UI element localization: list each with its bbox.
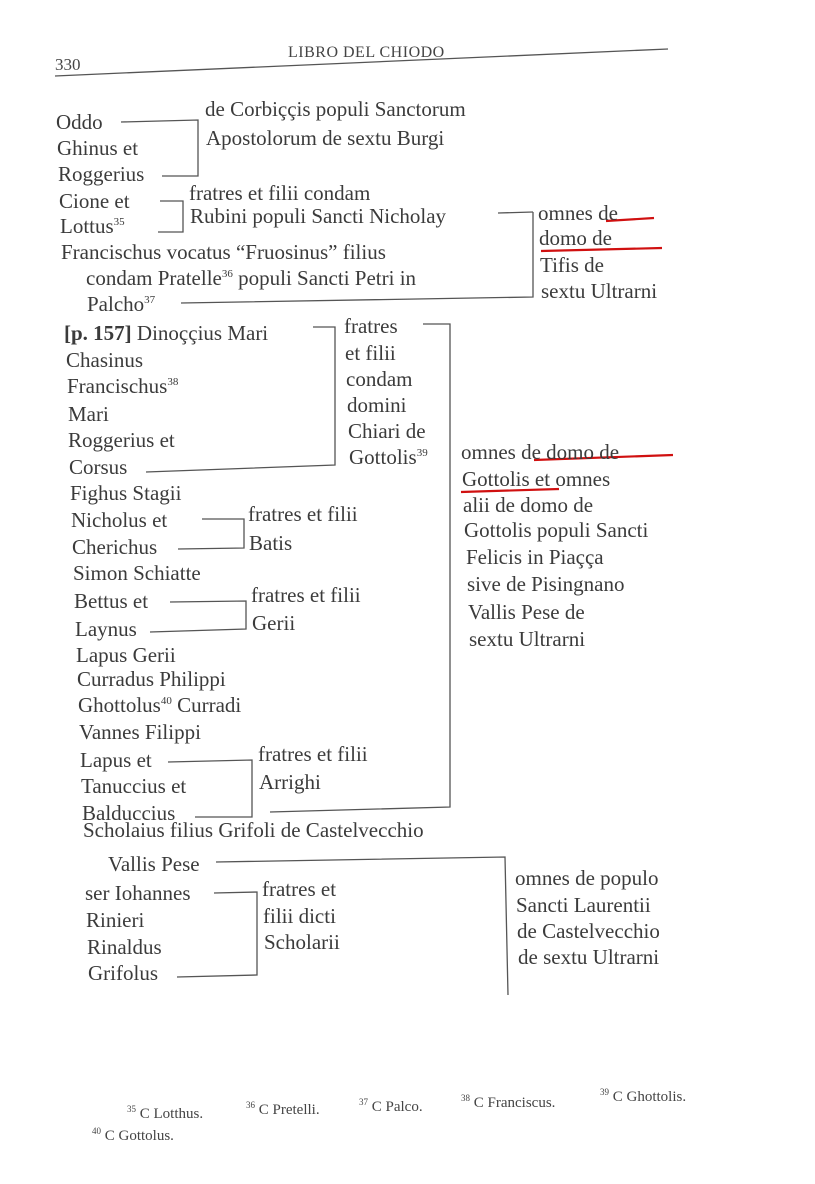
line-vallis-pese: Vallis Pese [108, 852, 200, 876]
name-lottus: Lottus$^{35}$ [60, 214, 125, 238]
name-oddo: Oddo [56, 110, 103, 134]
name-roggerius: Roggerius [58, 162, 145, 186]
desc-chiari-1: fratres [344, 314, 398, 338]
footnote-40: $^{40}$ C Gottolus. [92, 1126, 174, 1144]
page-number: 330 [55, 55, 81, 74]
desc-batis-1: fratres et filii [248, 502, 358, 526]
bracket-cione [158, 201, 183, 232]
name-cherichus: Cherichus [72, 535, 158, 559]
name-francischus: Francischus vocatus “Fruosinus” filius [61, 240, 386, 264]
desc-corbiccis-1: de Corbiççis populi Sanctorum [205, 97, 466, 121]
desc-gottolis-2: Gottolis et omnes [462, 467, 611, 491]
name-scholaius: Scholaius filius Grifoli de Castelvecchio [83, 818, 424, 842]
desc-laurentii-3: de Castelvecchio [517, 919, 660, 943]
name-rinieri: Rinieri [86, 908, 145, 932]
desc-chiari-5: Chiari de [348, 419, 426, 443]
name-simon: Simon Schiatte [73, 561, 201, 585]
desc-tifis-2: domo de [539, 226, 612, 250]
desc-gottolis-4: Gottolis populi Sancti [464, 518, 649, 542]
footnote-35: $^{35}$ C Lotthus. [127, 1104, 204, 1122]
name-mari: Mari [68, 402, 109, 426]
desc-arrighi-1: fratres et filii [258, 742, 368, 766]
desc-chiari-3: condam [346, 367, 413, 391]
name-grifolus: Grifolus [88, 961, 158, 985]
desc-chiari-6: Gottolis$^{39}$ [349, 445, 428, 469]
desc-laurentii-2: Sancti Laurentii [516, 893, 651, 917]
desc-tifis-1: omnes de [538, 201, 618, 225]
bracket-bettus [150, 601, 246, 632]
name-ser-iohannes: ser Iohannes [85, 881, 191, 905]
desc-corbiccis-2: Apostolorum de sextu Burgi [206, 126, 445, 150]
header-rule [55, 49, 668, 76]
desc-scholarii-1: fratres et [262, 877, 337, 901]
desc-tifis-4: sextu Ultrarni [541, 279, 658, 303]
desc-gottolis-1: omnes de domo de [461, 440, 620, 464]
name-francischus-2: Francischus$^{38}$ [67, 374, 179, 398]
name-dinoccius: [p. 157] Dinoççius Mari [64, 321, 269, 345]
desc-laurentii-1: omnes de populo [515, 866, 659, 890]
name-nicholus: Nicholus et [71, 508, 168, 532]
name-roggerius-2: Roggerius et [68, 428, 175, 452]
desc-scholarii-3: Scholarii [264, 930, 340, 954]
desc-gottolis-3: alii de domo de [463, 493, 594, 517]
name-laynus: Laynus [75, 617, 137, 641]
name-rinaldus: Rinaldus [87, 935, 162, 959]
desc-rubini-2: Rubini populi Sancti Nicholay [190, 204, 447, 228]
footnote-38: $^{38}$ C Franciscus. [461, 1093, 556, 1111]
desc-tifis-3: Tifis de [540, 253, 604, 277]
name-ghottolus: Ghottolus$^{40}$ Curradi [78, 693, 242, 717]
name-vannes: Vannes Filippi [79, 720, 201, 744]
name-corsus: Corsus [69, 455, 128, 479]
connector-rubini [498, 212, 533, 213]
name-cione: Cione et [59, 189, 130, 213]
bracket-nicholus [178, 519, 244, 549]
desc-gerii-1: fratres et filii [251, 583, 361, 607]
desc-gerii-2: Gerii [252, 611, 296, 635]
name-ghinus: Ghinus et [57, 136, 139, 160]
name-tanuccius: Tanuccius et [81, 774, 187, 798]
line-palcho: Palcho$^{37}$ [87, 292, 156, 316]
footnote-36: $^{36}$ C Pretelli. [246, 1100, 320, 1118]
desc-arrighi-2: Arrighi [259, 770, 321, 794]
desc-chiari-4: domini [347, 393, 407, 417]
name-lapus-gerii: Lapus Gerii [76, 643, 176, 667]
desc-gottolis-8: sextu Ultrarni [469, 627, 586, 651]
desc-gottolis-7: Vallis Pese de [468, 600, 585, 624]
desc-chiari-2: et filii [345, 341, 396, 365]
name-lapus: Lapus et [80, 748, 152, 772]
bracket-vallis-pese [216, 857, 508, 995]
running-title: LIBRO DEL CHIODO [288, 44, 445, 61]
name-curradus: Curradus Philippi [77, 667, 226, 691]
name-bettus: Bettus et [74, 589, 149, 613]
name-balduccius: Balduccius [82, 801, 176, 825]
desc-laurentii-4: de sextu Ultrarni [518, 945, 660, 969]
desc-batis-2: Batis [249, 531, 293, 555]
footnote-37: $^{37}$ C Palco. [359, 1097, 423, 1115]
name-chasinus: Chasinus [66, 348, 144, 372]
desc-rubini-1: fratres et filii condam [189, 181, 371, 205]
desc-scholarii-2: filii dicti [263, 904, 336, 928]
line-pratelle: condam Pratelle$^{36}$ populi Sancti Petri in [86, 266, 417, 290]
name-fighus: Fighus Stagii [70, 481, 182, 505]
desc-gottolis-5: Felicis in Piaçça [466, 545, 604, 569]
footnote-39: $^{39}$ C Ghottolis. [600, 1087, 687, 1105]
desc-gottolis-6: sive de Pisingnano [467, 572, 625, 596]
